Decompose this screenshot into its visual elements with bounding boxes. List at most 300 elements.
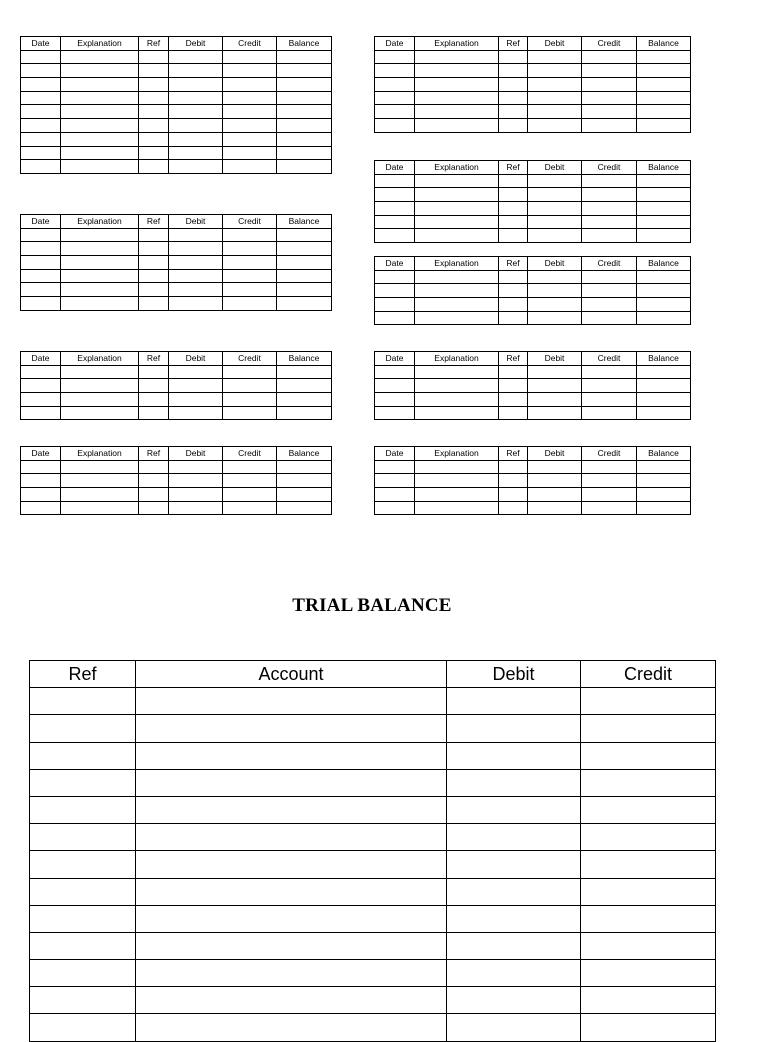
ledger-cell-explanation[interactable] [415, 64, 499, 78]
ledger-cell-debit[interactable] [169, 132, 223, 146]
ledger-cell-date[interactable] [375, 215, 415, 229]
ledger-cell-credit[interactable] [582, 270, 637, 284]
ledger-cell-explanation[interactable] [61, 132, 139, 146]
ledger-cell-credit[interactable] [223, 501, 277, 515]
ledger-cell-credit[interactable] [223, 91, 277, 105]
ledger-cell-balance[interactable] [277, 50, 332, 64]
ledger-cell-ref[interactable] [499, 202, 528, 216]
ledger-cell-balance[interactable] [277, 256, 332, 270]
ledger-cell-debit[interactable] [169, 488, 223, 502]
ledger-cell-explanation[interactable] [61, 64, 139, 78]
ledger-cell-ref[interactable] [499, 379, 528, 393]
trial-balance-cell-ref[interactable] [30, 905, 136, 932]
ledger-cell-credit[interactable] [582, 174, 637, 188]
ledger-cell-ref[interactable] [139, 50, 169, 64]
ledger-cell-explanation[interactable] [415, 365, 499, 379]
ledger-cell-date[interactable] [375, 91, 415, 105]
ledger-cell-credit[interactable] [582, 91, 637, 105]
ledger-cell-explanation[interactable] [61, 269, 139, 283]
ledger-cell-date[interactable] [21, 50, 61, 64]
ledger-cell-debit[interactable] [169, 228, 223, 242]
trial-balance-cell-credit[interactable] [581, 932, 716, 959]
ledger-cell-credit[interactable] [223, 474, 277, 488]
ledger-cell-balance[interactable] [277, 365, 332, 379]
ledger-cell-ref[interactable] [499, 474, 528, 488]
ledger-cell-explanation[interactable] [415, 298, 499, 312]
ledger-cell-explanation[interactable] [61, 406, 139, 420]
ledger-cell-ref[interactable] [499, 488, 528, 502]
ledger-cell-credit[interactable] [223, 50, 277, 64]
ledger-cell-debit[interactable] [528, 379, 582, 393]
ledger-cell-debit[interactable] [169, 393, 223, 407]
trial-balance-cell-account[interactable] [136, 987, 447, 1014]
ledger-cell-credit[interactable] [223, 283, 277, 297]
ledger-cell-credit[interactable] [582, 119, 637, 133]
ledger-cell-ref[interactable] [499, 406, 528, 420]
ledger-cell-credit[interactable] [223, 379, 277, 393]
trial-balance-cell-debit[interactable] [447, 960, 581, 987]
ledger-cell-ref[interactable] [499, 215, 528, 229]
ledger-cell-date[interactable] [375, 365, 415, 379]
ledger-cell-ref[interactable] [499, 91, 528, 105]
ledger-cell-debit[interactable] [528, 229, 582, 243]
ledger-cell-date[interactable] [21, 460, 61, 474]
ledger-cell-date[interactable] [21, 406, 61, 420]
ledger-cell-date[interactable] [375, 488, 415, 502]
ledger-cell-date[interactable] [21, 160, 61, 174]
ledger-cell-debit[interactable] [169, 283, 223, 297]
ledger-cell-explanation[interactable] [61, 365, 139, 379]
ledger-cell-credit[interactable] [582, 105, 637, 119]
ledger-cell-credit[interactable] [582, 64, 637, 78]
ledger-cell-balance[interactable] [637, 393, 691, 407]
ledger-cell-date[interactable] [21, 283, 61, 297]
ledger-cell-date[interactable] [21, 242, 61, 256]
ledger-cell-ref[interactable] [499, 78, 528, 92]
ledger-cell-ref[interactable] [499, 460, 528, 474]
trial-balance-cell-ref[interactable] [30, 742, 136, 769]
ledger-cell-ref[interactable] [139, 460, 169, 474]
ledger-cell-explanation[interactable] [415, 50, 499, 64]
trial-balance-cell-debit[interactable] [447, 905, 581, 932]
ledger-cell-ref[interactable] [139, 379, 169, 393]
ledger-cell-debit[interactable] [169, 297, 223, 311]
ledger-cell-ref[interactable] [139, 78, 169, 92]
ledger-cell-debit[interactable] [169, 406, 223, 420]
ledger-cell-ref[interactable] [499, 188, 528, 202]
trial-balance-cell-credit[interactable] [581, 1014, 716, 1041]
ledger-cell-credit[interactable] [223, 64, 277, 78]
ledger-cell-balance[interactable] [637, 105, 691, 119]
ledger-cell-explanation[interactable] [61, 228, 139, 242]
ledger-cell-explanation[interactable] [61, 283, 139, 297]
ledger-cell-balance[interactable] [637, 78, 691, 92]
ledger-cell-date[interactable] [21, 132, 61, 146]
ledger-cell-ref[interactable] [139, 297, 169, 311]
ledger-cell-explanation[interactable] [61, 50, 139, 64]
ledger-cell-date[interactable] [375, 298, 415, 312]
ledger-cell-ref[interactable] [139, 119, 169, 133]
trial-balance-cell-debit[interactable] [447, 769, 581, 796]
ledger-cell-ref[interactable] [139, 160, 169, 174]
ledger-cell-credit[interactable] [582, 474, 637, 488]
ledger-cell-debit[interactable] [528, 215, 582, 229]
ledger-cell-credit[interactable] [582, 406, 637, 420]
ledger-cell-credit[interactable] [223, 406, 277, 420]
ledger-cell-credit[interactable] [223, 242, 277, 256]
ledger-cell-credit[interactable] [582, 501, 637, 515]
ledger-cell-credit[interactable] [223, 488, 277, 502]
ledger-cell-debit[interactable] [169, 474, 223, 488]
ledger-cell-debit[interactable] [169, 256, 223, 270]
ledger-cell-date[interactable] [375, 406, 415, 420]
ledger-cell-balance[interactable] [277, 297, 332, 311]
ledger-cell-balance[interactable] [277, 228, 332, 242]
trial-balance-cell-debit[interactable] [447, 851, 581, 878]
trial-balance-cell-ref[interactable] [30, 932, 136, 959]
ledger-cell-balance[interactable] [277, 406, 332, 420]
ledger-cell-balance[interactable] [277, 119, 332, 133]
trial-balance-cell-credit[interactable] [581, 878, 716, 905]
trial-balance-cell-credit[interactable] [581, 796, 716, 823]
ledger-cell-credit[interactable] [582, 202, 637, 216]
ledger-cell-ref[interactable] [139, 488, 169, 502]
ledger-cell-debit[interactable] [528, 105, 582, 119]
trial-balance-cell-credit[interactable] [581, 824, 716, 851]
trial-balance-cell-credit[interactable] [581, 769, 716, 796]
ledger-cell-explanation[interactable] [415, 105, 499, 119]
ledger-cell-ref[interactable] [139, 242, 169, 256]
ledger-cell-credit[interactable] [223, 160, 277, 174]
ledger-cell-balance[interactable] [637, 474, 691, 488]
ledger-cell-balance[interactable] [277, 91, 332, 105]
ledger-cell-debit[interactable] [169, 64, 223, 78]
ledger-cell-explanation[interactable] [415, 215, 499, 229]
ledger-cell-date[interactable] [375, 105, 415, 119]
trial-balance-cell-credit[interactable] [581, 688, 716, 715]
ledger-cell-date[interactable] [375, 78, 415, 92]
ledger-cell-credit[interactable] [223, 146, 277, 160]
ledger-cell-credit[interactable] [223, 119, 277, 133]
ledger-cell-balance[interactable] [637, 91, 691, 105]
ledger-cell-date[interactable] [21, 256, 61, 270]
ledger-cell-explanation[interactable] [415, 406, 499, 420]
ledger-cell-date[interactable] [375, 119, 415, 133]
ledger-cell-date[interactable] [375, 229, 415, 243]
ledger-cell-balance[interactable] [277, 393, 332, 407]
ledger-cell-balance[interactable] [637, 202, 691, 216]
ledger-cell-explanation[interactable] [61, 393, 139, 407]
ledger-cell-explanation[interactable] [415, 229, 499, 243]
ledger-cell-ref[interactable] [499, 284, 528, 298]
trial-balance-cell-credit[interactable] [581, 987, 716, 1014]
ledger-cell-debit[interactable] [528, 311, 582, 325]
ledger-cell-balance[interactable] [637, 50, 691, 64]
ledger-cell-balance[interactable] [637, 174, 691, 188]
trial-balance-cell-account[interactable] [136, 824, 447, 851]
ledger-cell-balance[interactable] [277, 269, 332, 283]
ledger-cell-ref[interactable] [499, 393, 528, 407]
ledger-cell-ref[interactable] [139, 269, 169, 283]
trial-balance-cell-ref[interactable] [30, 987, 136, 1014]
ledger-cell-ref[interactable] [499, 229, 528, 243]
ledger-cell-explanation[interactable] [415, 460, 499, 474]
ledger-cell-debit[interactable] [528, 501, 582, 515]
trial-balance-cell-debit[interactable] [447, 878, 581, 905]
ledger-cell-ref[interactable] [499, 119, 528, 133]
ledger-cell-debit[interactable] [528, 188, 582, 202]
ledger-cell-ref[interactable] [139, 64, 169, 78]
ledger-cell-debit[interactable] [528, 50, 582, 64]
ledger-cell-explanation[interactable] [61, 256, 139, 270]
ledger-cell-balance[interactable] [277, 105, 332, 119]
ledger-cell-balance[interactable] [637, 406, 691, 420]
trial-balance-cell-credit[interactable] [581, 742, 716, 769]
ledger-cell-explanation[interactable] [415, 202, 499, 216]
trial-balance-cell-debit[interactable] [447, 796, 581, 823]
ledger-cell-debit[interactable] [169, 160, 223, 174]
ledger-cell-date[interactable] [21, 119, 61, 133]
ledger-cell-balance[interactable] [277, 283, 332, 297]
ledger-cell-date[interactable] [21, 297, 61, 311]
ledger-cell-date[interactable] [375, 50, 415, 64]
ledger-cell-ref[interactable] [499, 105, 528, 119]
ledger-cell-debit[interactable] [528, 406, 582, 420]
ledger-cell-balance[interactable] [637, 311, 691, 325]
trial-balance-cell-account[interactable] [136, 960, 447, 987]
ledger-cell-credit[interactable] [582, 393, 637, 407]
ledger-cell-date[interactable] [375, 284, 415, 298]
ledger-cell-balance[interactable] [277, 460, 332, 474]
ledger-cell-credit[interactable] [582, 460, 637, 474]
ledger-cell-ref[interactable] [499, 311, 528, 325]
ledger-cell-debit[interactable] [528, 270, 582, 284]
ledger-cell-explanation[interactable] [415, 91, 499, 105]
trial-balance-cell-ref[interactable] [30, 851, 136, 878]
ledger-cell-explanation[interactable] [415, 119, 499, 133]
ledger-cell-credit[interactable] [582, 50, 637, 64]
ledger-cell-ref[interactable] [139, 501, 169, 515]
ledger-cell-balance[interactable] [277, 379, 332, 393]
ledger-cell-balance[interactable] [277, 78, 332, 92]
ledger-cell-balance[interactable] [277, 146, 332, 160]
ledger-cell-date[interactable] [375, 393, 415, 407]
trial-balance-cell-ref[interactable] [30, 1014, 136, 1041]
ledger-cell-date[interactable] [375, 188, 415, 202]
ledger-cell-ref[interactable] [139, 132, 169, 146]
ledger-cell-ref[interactable] [139, 228, 169, 242]
ledger-cell-credit[interactable] [223, 132, 277, 146]
ledger-cell-ref[interactable] [139, 91, 169, 105]
ledger-cell-ref[interactable] [139, 146, 169, 160]
ledger-cell-ref[interactable] [499, 501, 528, 515]
ledger-cell-explanation[interactable] [415, 174, 499, 188]
ledger-cell-ref[interactable] [139, 406, 169, 420]
ledger-cell-balance[interactable] [277, 64, 332, 78]
trial-balance-cell-ref[interactable] [30, 688, 136, 715]
ledger-cell-credit[interactable] [582, 78, 637, 92]
trial-balance-cell-ref[interactable] [30, 715, 136, 742]
ledger-cell-balance[interactable] [637, 379, 691, 393]
ledger-cell-date[interactable] [21, 501, 61, 515]
trial-balance-cell-ref[interactable] [30, 796, 136, 823]
ledger-cell-credit[interactable] [223, 365, 277, 379]
ledger-cell-date[interactable] [375, 379, 415, 393]
ledger-cell-ref[interactable] [139, 283, 169, 297]
ledger-cell-debit[interactable] [528, 365, 582, 379]
ledger-cell-balance[interactable] [637, 488, 691, 502]
ledger-cell-explanation[interactable] [415, 188, 499, 202]
ledger-cell-credit[interactable] [223, 393, 277, 407]
ledger-cell-credit[interactable] [582, 298, 637, 312]
ledger-cell-debit[interactable] [169, 78, 223, 92]
ledger-cell-credit[interactable] [582, 188, 637, 202]
trial-balance-cell-credit[interactable] [581, 960, 716, 987]
ledger-cell-balance[interactable] [277, 242, 332, 256]
ledger-cell-balance[interactable] [637, 229, 691, 243]
ledger-cell-debit[interactable] [169, 379, 223, 393]
trial-balance-cell-ref[interactable] [30, 824, 136, 851]
ledger-cell-date[interactable] [375, 501, 415, 515]
trial-balance-cell-credit[interactable] [581, 715, 716, 742]
ledger-cell-credit[interactable] [223, 256, 277, 270]
ledger-cell-date[interactable] [375, 311, 415, 325]
trial-balance-cell-debit[interactable] [447, 715, 581, 742]
ledger-cell-explanation[interactable] [61, 474, 139, 488]
ledger-cell-balance[interactable] [637, 64, 691, 78]
ledger-cell-explanation[interactable] [415, 311, 499, 325]
ledger-cell-credit[interactable] [223, 460, 277, 474]
ledger-cell-explanation[interactable] [415, 270, 499, 284]
ledger-cell-debit[interactable] [528, 119, 582, 133]
ledger-cell-ref[interactable] [499, 174, 528, 188]
ledger-cell-explanation[interactable] [61, 379, 139, 393]
ledger-cell-debit[interactable] [528, 91, 582, 105]
ledger-cell-debit[interactable] [169, 146, 223, 160]
ledger-cell-date[interactable] [375, 460, 415, 474]
ledger-cell-credit[interactable] [582, 365, 637, 379]
trial-balance-cell-debit[interactable] [447, 1014, 581, 1041]
trial-balance-cell-account[interactable] [136, 905, 447, 932]
trial-balance-cell-ref[interactable] [30, 769, 136, 796]
trial-balance-cell-account[interactable] [136, 878, 447, 905]
ledger-cell-explanation[interactable] [61, 488, 139, 502]
ledger-cell-date[interactable] [21, 91, 61, 105]
ledger-cell-date[interactable] [21, 365, 61, 379]
ledger-cell-date[interactable] [21, 228, 61, 242]
ledger-cell-debit[interactable] [528, 298, 582, 312]
ledger-cell-date[interactable] [21, 146, 61, 160]
ledger-cell-credit[interactable] [582, 379, 637, 393]
ledger-cell-explanation[interactable] [61, 105, 139, 119]
ledger-cell-debit[interactable] [528, 202, 582, 216]
ledger-cell-explanation[interactable] [61, 119, 139, 133]
ledger-cell-debit[interactable] [169, 242, 223, 256]
ledger-cell-debit[interactable] [528, 174, 582, 188]
trial-balance-cell-account[interactable] [136, 796, 447, 823]
ledger-cell-debit[interactable] [528, 460, 582, 474]
ledger-cell-credit[interactable] [223, 228, 277, 242]
ledger-cell-debit[interactable] [528, 393, 582, 407]
ledger-cell-explanation[interactable] [415, 393, 499, 407]
ledger-cell-debit[interactable] [169, 50, 223, 64]
ledger-cell-explanation[interactable] [61, 91, 139, 105]
ledger-cell-balance[interactable] [637, 215, 691, 229]
trial-balance-cell-debit[interactable] [447, 742, 581, 769]
ledger-cell-date[interactable] [21, 105, 61, 119]
ledger-cell-date[interactable] [21, 379, 61, 393]
ledger-cell-debit[interactable] [169, 269, 223, 283]
ledger-cell-debit[interactable] [528, 474, 582, 488]
ledger-cell-explanation[interactable] [415, 501, 499, 515]
ledger-cell-credit[interactable] [223, 297, 277, 311]
ledger-cell-explanation[interactable] [415, 78, 499, 92]
trial-balance-cell-debit[interactable] [447, 987, 581, 1014]
ledger-cell-date[interactable] [21, 64, 61, 78]
ledger-cell-date[interactable] [375, 64, 415, 78]
ledger-cell-balance[interactable] [637, 501, 691, 515]
ledger-cell-debit[interactable] [528, 284, 582, 298]
ledger-cell-explanation[interactable] [61, 242, 139, 256]
trial-balance-cell-debit[interactable] [447, 932, 581, 959]
ledger-cell-credit[interactable] [582, 284, 637, 298]
ledger-cell-explanation[interactable] [415, 488, 499, 502]
trial-balance-cell-account[interactable] [136, 715, 447, 742]
ledger-cell-date[interactable] [375, 174, 415, 188]
ledger-cell-ref[interactable] [139, 365, 169, 379]
ledger-cell-date[interactable] [21, 474, 61, 488]
ledger-cell-date[interactable] [375, 202, 415, 216]
ledger-cell-balance[interactable] [637, 270, 691, 284]
trial-balance-cell-ref[interactable] [30, 960, 136, 987]
ledger-cell-debit[interactable] [169, 460, 223, 474]
ledger-cell-date[interactable] [375, 270, 415, 284]
ledger-cell-balance[interactable] [637, 188, 691, 202]
ledger-cell-ref[interactable] [499, 298, 528, 312]
ledger-cell-credit[interactable] [582, 215, 637, 229]
ledger-cell-date[interactable] [21, 78, 61, 92]
ledger-cell-ref[interactable] [139, 474, 169, 488]
ledger-cell-balance[interactable] [277, 132, 332, 146]
ledger-cell-credit[interactable] [223, 78, 277, 92]
ledger-cell-balance[interactable] [637, 284, 691, 298]
ledger-cell-debit[interactable] [169, 91, 223, 105]
trial-balance-cell-account[interactable] [136, 742, 447, 769]
ledger-cell-ref[interactable] [499, 270, 528, 284]
ledger-cell-debit[interactable] [528, 64, 582, 78]
ledger-cell-explanation[interactable] [61, 297, 139, 311]
ledger-cell-explanation[interactable] [61, 501, 139, 515]
ledger-cell-explanation[interactable] [415, 284, 499, 298]
trial-balance-cell-credit[interactable] [581, 905, 716, 932]
ledger-cell-date[interactable] [375, 474, 415, 488]
trial-balance-cell-account[interactable] [136, 932, 447, 959]
trial-balance-cell-account[interactable] [136, 769, 447, 796]
ledger-cell-balance[interactable] [637, 365, 691, 379]
ledger-cell-ref[interactable] [139, 256, 169, 270]
trial-balance-cell-ref[interactable] [30, 878, 136, 905]
ledger-cell-credit[interactable] [582, 488, 637, 502]
ledger-cell-explanation[interactable] [61, 460, 139, 474]
trial-balance-cell-account[interactable] [136, 851, 447, 878]
ledger-cell-explanation[interactable] [61, 160, 139, 174]
ledger-cell-debit[interactable] [169, 119, 223, 133]
ledger-cell-ref[interactable] [139, 105, 169, 119]
ledger-cell-explanation[interactable] [61, 78, 139, 92]
ledger-cell-balance[interactable] [277, 474, 332, 488]
ledger-cell-ref[interactable] [499, 64, 528, 78]
ledger-cell-explanation[interactable] [61, 146, 139, 160]
